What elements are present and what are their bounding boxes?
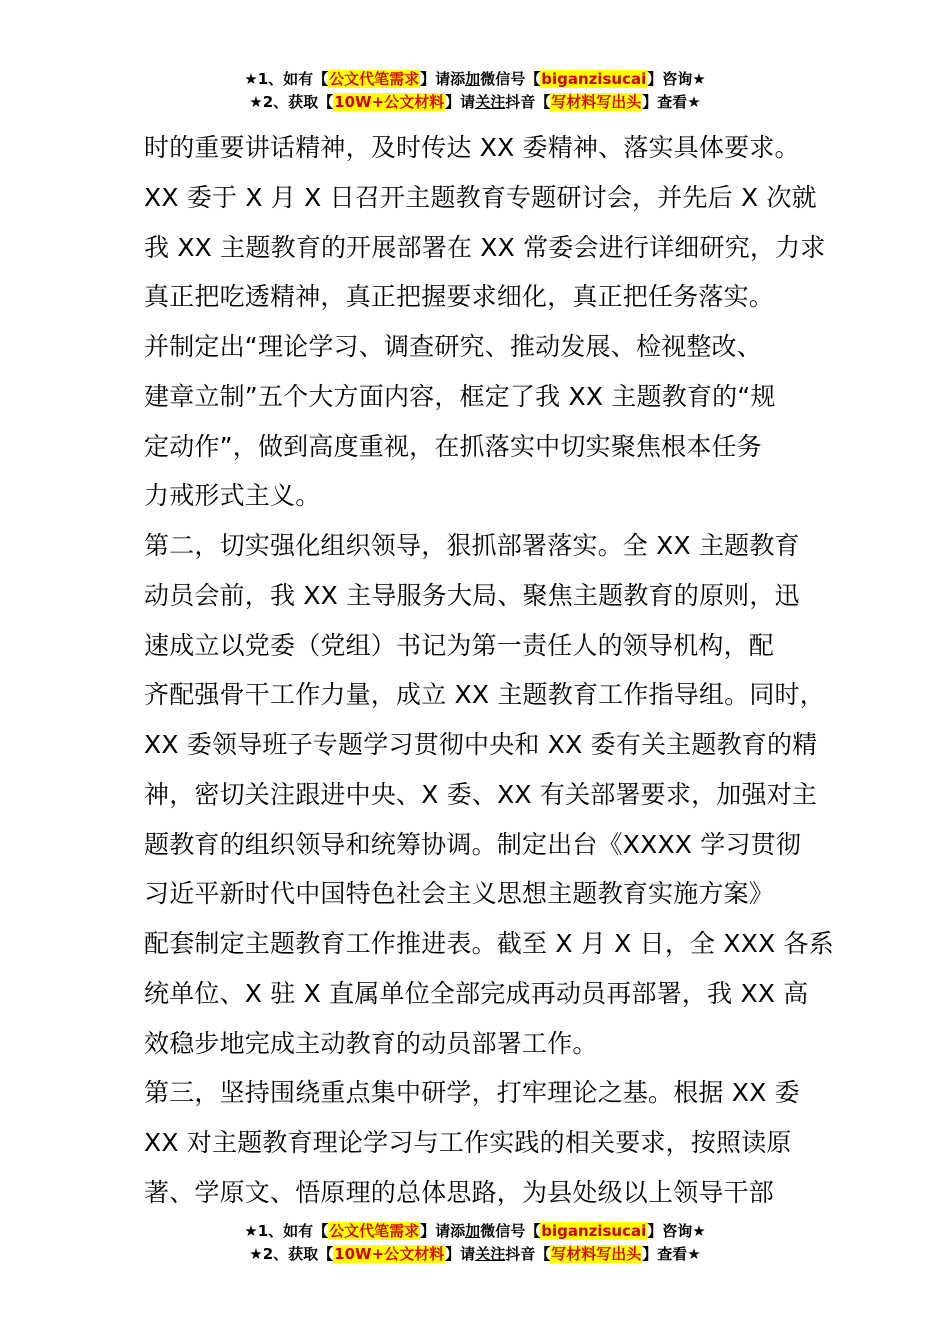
star-icon: ★ xyxy=(692,70,706,88)
body-line: XX 对主题教育理论学习与工作实践的相关要求，按照读原 xyxy=(144,1128,792,1157)
highlight-service: 公文代笔需求 xyxy=(329,1222,420,1240)
banner-text: 2、获取【 xyxy=(262,1245,334,1263)
banner-text: 】咨询 xyxy=(647,70,693,88)
banner-text: 】请 xyxy=(445,1245,476,1263)
star-icon: ★ xyxy=(687,1245,701,1263)
highlight-wechat-id: biganzisucai xyxy=(541,1222,647,1240)
body-line: 速成立以党委（党组）书记为第一责任人的领导机构，配 xyxy=(144,630,775,660)
highlight-materials: 10W+公文材料 xyxy=(334,1245,445,1263)
banner-text: 】查看 xyxy=(642,1245,688,1263)
body-line: 第三，坚持围绕重点集中研学，打牢理论之基。根据 XX 委 xyxy=(144,1078,800,1108)
banner-text: 抖音【 xyxy=(505,93,551,111)
body-line: 时的重要讲话精神，及时传达 XX 委精神、落实具体要求。 xyxy=(144,133,800,162)
highlight-wechat-id: biganzisucai xyxy=(541,70,647,88)
star-icon: ★ xyxy=(687,93,701,111)
body-line: 齐配强骨干工作力量，成立 XX 主题教育工作指导组。同时， xyxy=(144,680,825,710)
banner-underlined-text: 关注 xyxy=(475,93,506,111)
body-line: 著、学原文、悟原理的总体思路，为县处级以上领导干部 xyxy=(144,1177,775,1207)
banner-text: 】查看 xyxy=(642,93,688,111)
banner-text: 】请添 xyxy=(420,1222,466,1240)
banner-text: 】咨询 xyxy=(647,1222,693,1240)
document-body xyxy=(144,123,844,1218)
banner-text: 微信号【 xyxy=(480,70,541,88)
star-icon: ★ xyxy=(244,1222,258,1240)
highlight-materials: 10W+公文材料 xyxy=(334,93,445,111)
banner-text: 1、如有【 xyxy=(257,1222,329,1240)
highlight-douyin-id: 写材料写出头 xyxy=(551,93,642,111)
body-line: 定动作”，做到高度重视，在抓落实中切实聚焦根本任务 xyxy=(144,431,762,461)
body-line: 配套制定主题教育工作推进表。截至 X 月 X 日，全 XXX 各系 xyxy=(144,929,834,958)
body-line: 并制定出“理论学习、调查研究、推动发展、检视整改、 xyxy=(144,332,762,361)
body-line: 建章立制”五个大方面内容，框定了我 XX 主题教育的“规 xyxy=(144,381,776,411)
banner-line-2 xyxy=(0,1243,950,1266)
banner-text: 微信号【 xyxy=(480,1222,541,1240)
banner-line-2 xyxy=(0,91,950,114)
body-line: 动员会前，我 XX 主导服务大局、聚焦主题教育的原则，迅 xyxy=(144,580,800,610)
banner-underlined-text: 加 xyxy=(465,70,481,88)
highlight-douyin-id: 写材料写出头 xyxy=(551,1245,642,1263)
star-icon: ★ xyxy=(249,93,263,111)
star-icon: ★ xyxy=(692,1222,706,1240)
body-line: 第二，切实强化组织领导，狠抓部署落实。全 XX 主题教育 xyxy=(144,531,800,560)
body-line: 统单位、X 驻 X 直属单位全部完成再动员再部署，我 XX 高 xyxy=(144,978,809,1008)
highlight-service: 公文代笔需求 xyxy=(329,70,420,88)
header-banner xyxy=(0,68,950,114)
body-line: XX 委领导班子专题学习贯彻中央和 XX 委有关主题教育的精 xyxy=(144,730,818,759)
body-line: 神，密切关注跟进中央、X 委、XX 有关部署要求，加强对主 xyxy=(144,779,818,809)
body-line: 真正把吃透精神，真正把握要求细化，真正把任务落实。 xyxy=(144,282,775,312)
star-icon: ★ xyxy=(249,1245,263,1263)
banner-underlined-text: 关注 xyxy=(475,1245,506,1263)
body-line: 力戒形式主义。 xyxy=(144,481,321,511)
banner-line-1 xyxy=(0,68,950,91)
banner-line-1 xyxy=(0,1220,950,1243)
banner-text: 】请 xyxy=(445,93,476,111)
star-icon: ★ xyxy=(244,70,258,88)
banner-text: 1、如有【 xyxy=(257,70,329,88)
banner-text: 抖音【 xyxy=(505,1245,551,1263)
body-line: 效稳步地完成主动教育的动员部署工作。 xyxy=(144,1028,598,1058)
body-line: 我 XX 主题教育的开展部署在 XX 常委会进行详细研究，力求 xyxy=(144,232,826,262)
footer-banner xyxy=(0,1220,950,1266)
body-line: XX 委于 X 月 X 日召开主题教育专题研讨会，并先后 X 次就 xyxy=(144,182,817,212)
banner-text: 2、获取【 xyxy=(262,93,334,111)
banner-underlined-text: 加 xyxy=(465,1222,481,1240)
banner-text: 】请添 xyxy=(420,70,466,88)
body-line: 习近平新时代中国特色社会主义思想主题教育实施方案》 xyxy=(144,879,775,909)
body-line: 题教育的组织领导和统筹协调。制定出台《XXXX 学习贯彻 xyxy=(144,829,802,859)
